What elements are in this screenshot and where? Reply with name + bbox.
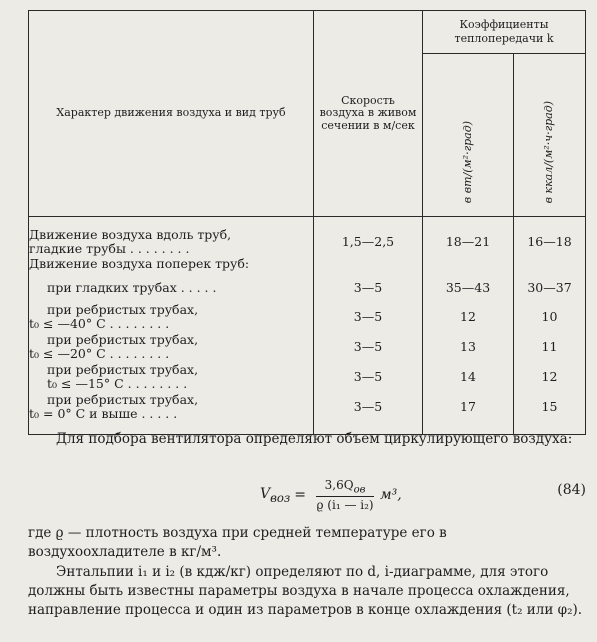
- row-6-line-2: t₀ = 0° С и выше . . . . .: [29, 406, 178, 421]
- row-3-line-2: t₀ ≤ —40° С . . . . . . . .: [29, 316, 170, 331]
- k-kcal-value: 16—18: [527, 234, 572, 250]
- speed-value: 3—5: [353, 309, 383, 325]
- k-kcal-value: 11: [541, 339, 558, 355]
- row-3-line-1: при ребристых трубах,: [47, 302, 199, 317]
- row-4-line-1: при ребристых трубах,: [47, 332, 199, 347]
- row-2-line-1: при гладких трубах . . . . .: [47, 279, 217, 295]
- heat-transfer-table: [28, 10, 586, 435]
- header-character: [29, 11, 314, 217]
- header-unit-si: [423, 54, 514, 217]
- row-1-line-1: Движение воздуха поперек труб:: [29, 256, 250, 271]
- formula-lhs-symbol: V: [260, 485, 271, 502]
- speed-value: 1,5—2,5: [341, 234, 395, 250]
- formula-numerator-text: 3,6Q: [324, 478, 354, 492]
- header-speed-text: Скорость воздуха в живом сечении в м/сек: [319, 93, 417, 132]
- table-row-1: [29, 257, 313, 273]
- formula-unit: м³,: [380, 487, 402, 504]
- formula-denominator: ϱ (i₁ — i₂): [316, 498, 374, 513]
- k-kcal-value: 30—37: [527, 279, 572, 295]
- column-k-kcal: [514, 217, 586, 435]
- table-row-0: [29, 227, 313, 257]
- k-si-value: 17: [460, 399, 476, 415]
- k-si-value: 14: [460, 369, 476, 385]
- column-k-si: [423, 217, 514, 435]
- speed-value: [314, 257, 422, 273]
- equation-number: (84): [557, 482, 586, 498]
- formula-expression: [260, 478, 402, 512]
- header-coefficients-text: Коэффициенты теплопередачи k: [454, 17, 554, 45]
- formula-numerator-subscript: ов: [353, 484, 366, 496]
- paragraph-3-text: Энтальпии i₁ и i₂ (в кдж/кг) определяют по d, i-диаграмме, для этого должны быть известны параметры воздуха в начале процесса охлаждения, направление процесса и один из параметров в конце охлаждения (t₂ или φ₂).: [28, 564, 583, 618]
- paragraph-2-text: где ϱ — плотность воздуха при средней температуре его в воздухоохладителе в кг/м³.: [28, 525, 447, 560]
- formula-equals: =: [294, 487, 307, 504]
- formula-fraction: [316, 478, 374, 512]
- k-kcal-value: 10: [541, 309, 558, 325]
- header-speed: [314, 11, 423, 217]
- paragraph-density: [28, 524, 586, 562]
- header-unit-kcal-text: в ккал/(м²·ч·град): [542, 100, 556, 204]
- table-row-3: [29, 302, 313, 332]
- speed-value: 3—5: [353, 399, 383, 415]
- row-5-line-1: при ребристых трубах,: [47, 362, 199, 377]
- header-unit-si-text: в вт/(м²·град): [460, 121, 474, 204]
- table-row-4: [29, 332, 313, 362]
- speed-value: 3—5: [353, 339, 383, 355]
- fraction-bar: [316, 496, 374, 497]
- formula-84: [28, 474, 586, 513]
- paragraph-fan-selection: [28, 430, 586, 449]
- k-kcal-value: 12: [541, 369, 558, 385]
- formula-lhs-subscript: воз: [270, 490, 291, 505]
- row-0-line-2: гладкие трубы . . . . . . . .: [29, 241, 190, 256]
- table-row-5: [29, 362, 313, 392]
- table-row-2: [29, 273, 313, 302]
- row-0-line-1: Движение воздуха вдоль труб,: [29, 227, 232, 242]
- paragraph-enthalpy: [28, 563, 586, 620]
- table-row-6: [29, 392, 313, 422]
- k-si-value: 12: [460, 309, 476, 325]
- column-speed: [314, 217, 423, 435]
- header-coefficients: [423, 11, 586, 54]
- formula-lhs: [260, 486, 290, 505]
- k-si-value: 35—43: [445, 279, 491, 295]
- row-5-line-2: t₀ ≤ —15° С . . . . . . . .: [47, 376, 188, 391]
- row-6-line-1: при ребристых трубах,: [47, 392, 199, 407]
- k-si-value: 13: [460, 339, 476, 355]
- k-kcal-value: 15: [541, 399, 558, 415]
- column-character: [29, 217, 314, 435]
- k-kcal-value: [514, 257, 585, 273]
- header-character-text: Характер движения воздуха и вид труб: [56, 106, 286, 120]
- speed-value: 3—5: [353, 369, 383, 385]
- row-4-line-2: t₀ ≤ —20° С . . . . . . . .: [29, 346, 170, 361]
- k-si-value: [423, 257, 513, 273]
- header-unit-kcal: [514, 54, 586, 217]
- paragraph-1-text: Для подбора вентилятора определяют объем циркулирующего воздуха:: [56, 431, 573, 447]
- k-si-value: 18—21: [445, 234, 491, 250]
- speed-value: 3—5: [353, 279, 383, 295]
- formula-numerator: [325, 478, 366, 495]
